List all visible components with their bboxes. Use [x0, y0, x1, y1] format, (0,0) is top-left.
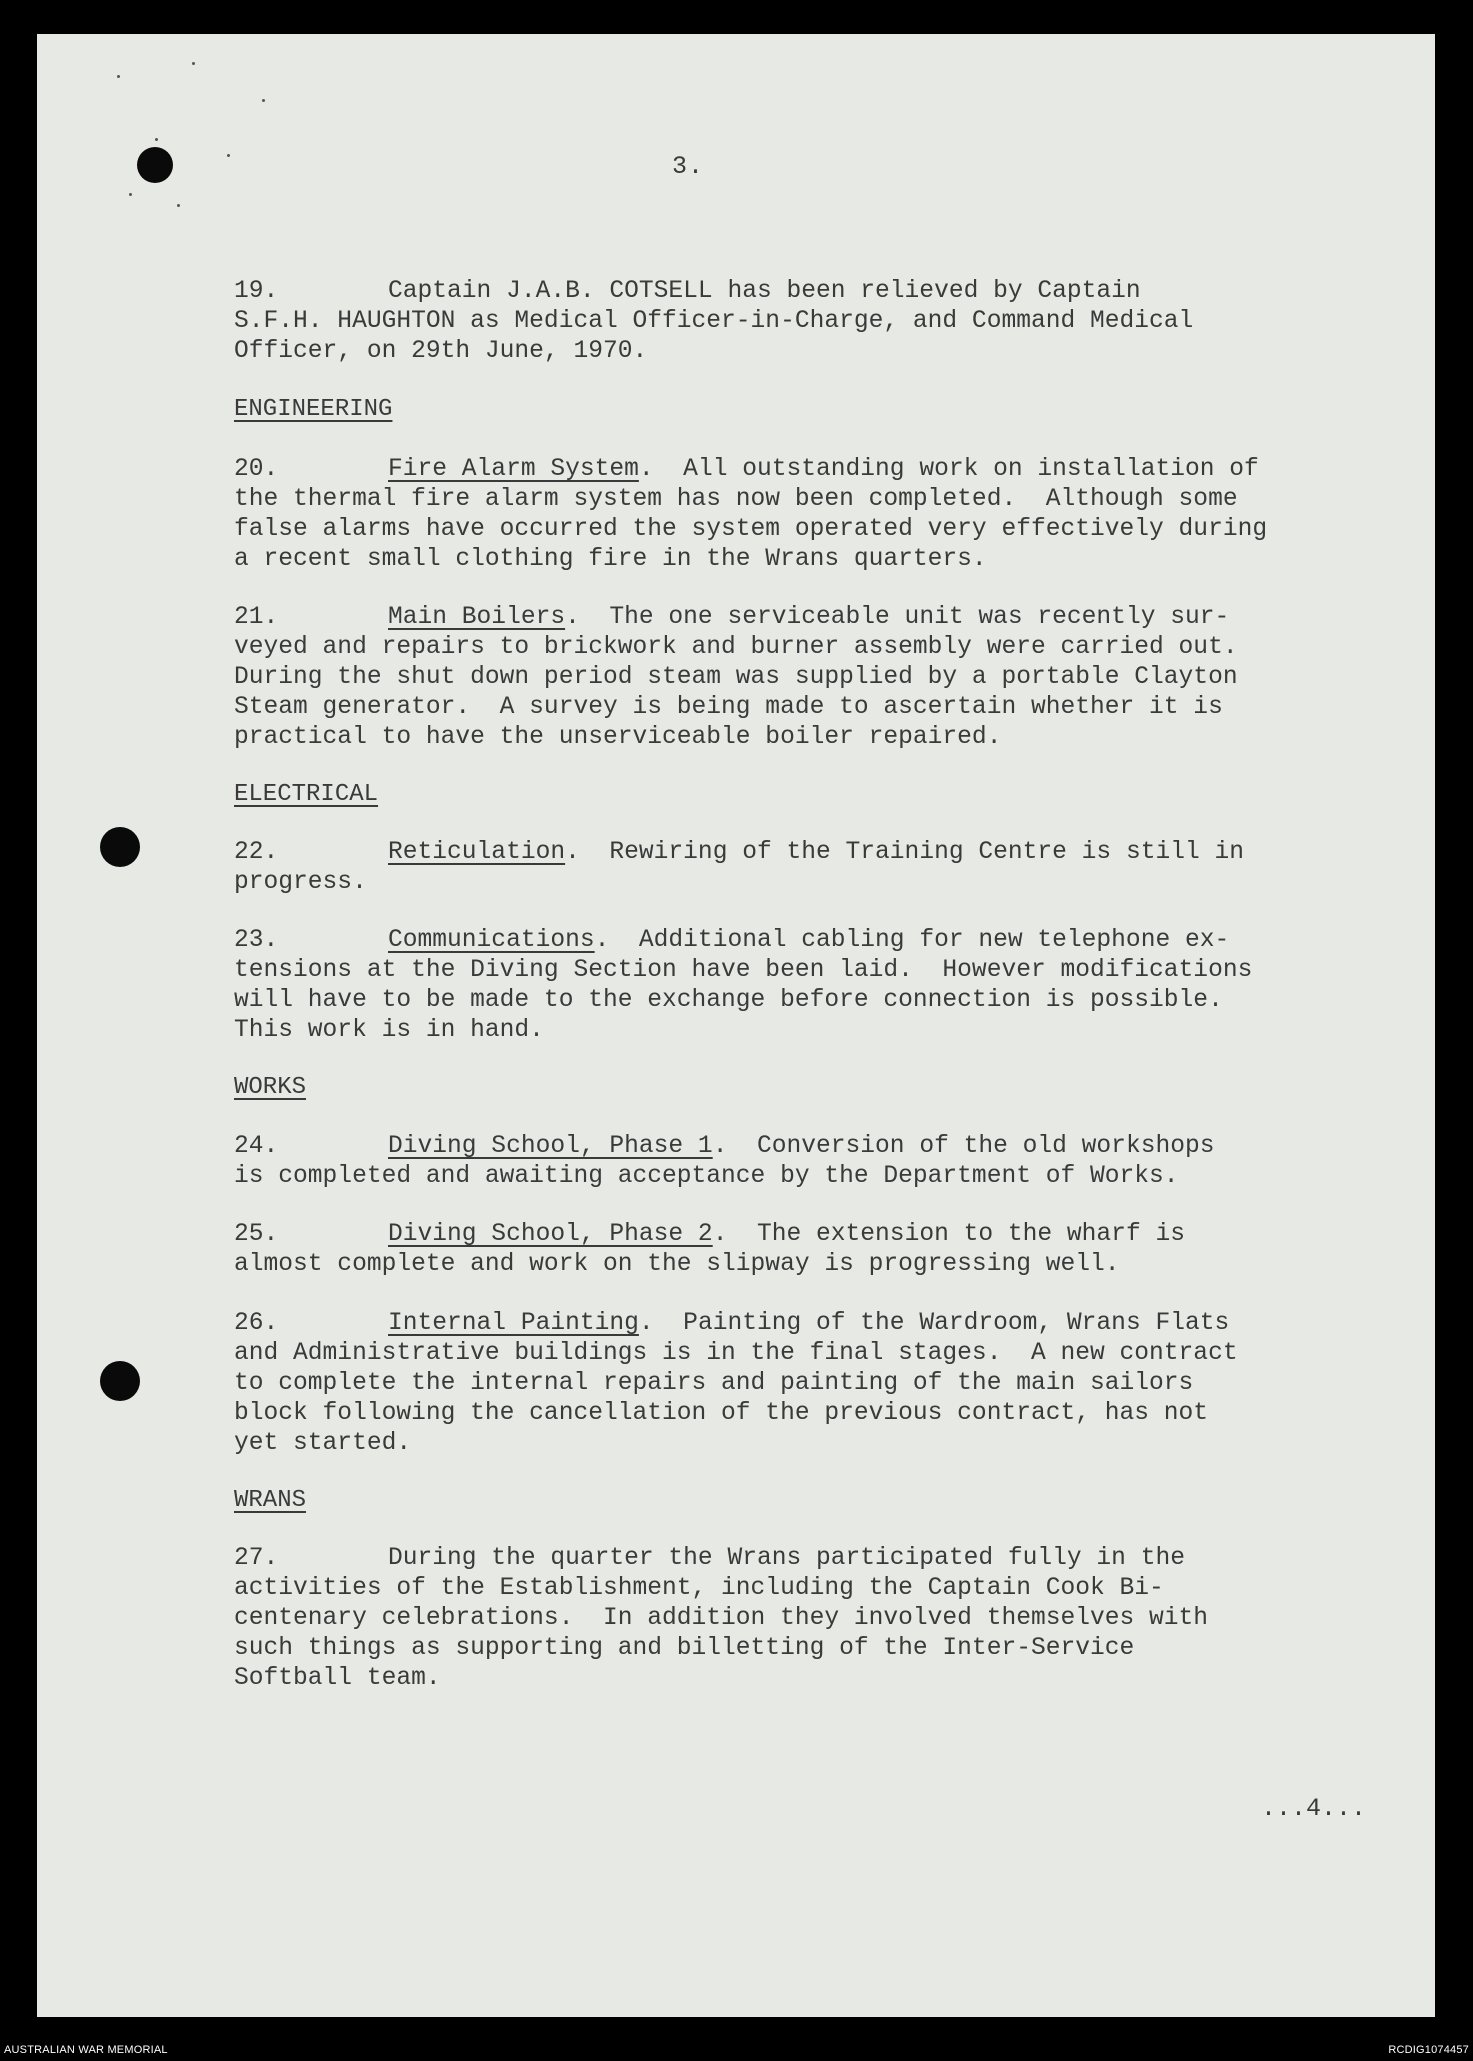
- paragraph-subtitle: Diving School, Phase 1: [388, 1133, 713, 1160]
- paper-speck: [129, 193, 132, 196]
- paragraph-number: 26.: [234, 1310, 279, 1337]
- paragraph-number: 21.: [234, 604, 279, 631]
- section-heading-electrical: ELECTRICAL: [234, 781, 379, 808]
- paper-speck: [177, 204, 180, 207]
- paragraph-22: [234, 838, 1274, 898]
- paragraph-text: . Additional cabling for new telephone ex- tensions at the Diving Section have been laid. However modifications will have to be made to the exchange before connection is possible. This work is in hand.: [234, 927, 1253, 1044]
- punch-hole-bottom: [100, 1361, 140, 1401]
- paragraph-21: [234, 603, 1274, 753]
- paragraph-number: 23.: [234, 927, 279, 954]
- paragraph-text: . The extension to the wharf is almost complete and work on the slipway is progressing well.: [234, 1221, 1185, 1278]
- punch-hole-middle: [100, 827, 140, 867]
- paragraph-text: Captain J.A.B. COTSELL has been relieved by Captain S.F.H. HAUGHTON as Medical Officer-in-Charge, and Command Medical Officer, on 29th June, 1970.: [234, 278, 1194, 365]
- paragraph-number: 19.: [234, 278, 279, 305]
- paragraph-text: . Rewiring of the Training Centre is still in progress.: [234, 839, 1245, 896]
- paragraph-27: [234, 1544, 1274, 1694]
- section-heading-wrans: WRANS: [234, 1487, 307, 1514]
- paragraph-text: . All outstanding work on installation of the thermal fire alarm system has now been completed. Although some false alarms have occurred the system operated very effectively during a recent small clothing fire in the Wrans quarters.: [234, 456, 1268, 573]
- paragraph-text: . Painting of the Wardroom, Wrans Flats and Administrative buildings is in the final stages. A new contract to complete the internal repairs and painting of the main sailors block following the cancellation of the previous contract, has not yet started.: [234, 1310, 1238, 1457]
- paragraph-number: 24.: [234, 1133, 279, 1160]
- paragraph-24: [234, 1132, 1274, 1192]
- paper-speck: [192, 62, 195, 65]
- paragraph-text: During the quarter the Wrans participated fully in the activities of the Establishment, including the Captain Cook Bi- centenary celebrations. In addition they involved themselves with such things as supporting and billetting of the Inter-Service Softball team.: [234, 1545, 1209, 1692]
- continuation-marker: ...4...: [1261, 1794, 1367, 1823]
- punch-hole-top: [137, 147, 173, 183]
- paragraph-20: [234, 455, 1274, 575]
- paragraph-subtitle: Internal Painting: [388, 1310, 639, 1337]
- paragraph-number: 22.: [234, 839, 279, 866]
- paragraph-19: [234, 277, 1274, 367]
- footer-archive-name: AUSTRALIAN WAR MEMORIAL: [4, 2044, 168, 2056]
- footer-record-id: RCDIG1074457: [1388, 2044, 1469, 2056]
- paragraph-number: 20.: [234, 456, 279, 483]
- page-number: 3.: [672, 152, 705, 181]
- paragraph-subtitle: Communications: [388, 927, 595, 954]
- paper-speck: [262, 99, 265, 102]
- document-page: [37, 34, 1435, 2017]
- paragraph-subtitle: Diving School, Phase 2: [388, 1221, 713, 1248]
- paragraph-text: . The one serviceable unit was recently sur- veyed and repairs to brickwork and burner assembly were carried out. During the shut down period steam was supplied by a portable Clayton Steam generator. A survey is being made to ascertain whether it is practical to have the unserviceable boiler repaired.: [234, 604, 1238, 751]
- paragraph-subtitle: Main Boilers: [388, 604, 566, 631]
- section-heading-engineering: ENGINEERING: [234, 396, 393, 423]
- paper-speck: [155, 138, 158, 141]
- paragraph-26: [234, 1309, 1274, 1459]
- paragraph-number: 25.: [234, 1221, 279, 1248]
- paper-speck: [117, 75, 120, 78]
- paragraph-23: [234, 926, 1274, 1046]
- paragraph-25: [234, 1220, 1274, 1280]
- paragraph-subtitle: Reticulation: [388, 839, 566, 866]
- paragraph-text: . Conversion of the old workshops is completed and awaiting acceptance by the Department of Works.: [234, 1133, 1215, 1190]
- section-heading-works: WORKS: [234, 1074, 307, 1101]
- paragraph-subtitle: Fire Alarm System: [388, 456, 639, 483]
- paper-speck: [227, 154, 230, 157]
- paragraph-number: 27.: [234, 1545, 279, 1572]
